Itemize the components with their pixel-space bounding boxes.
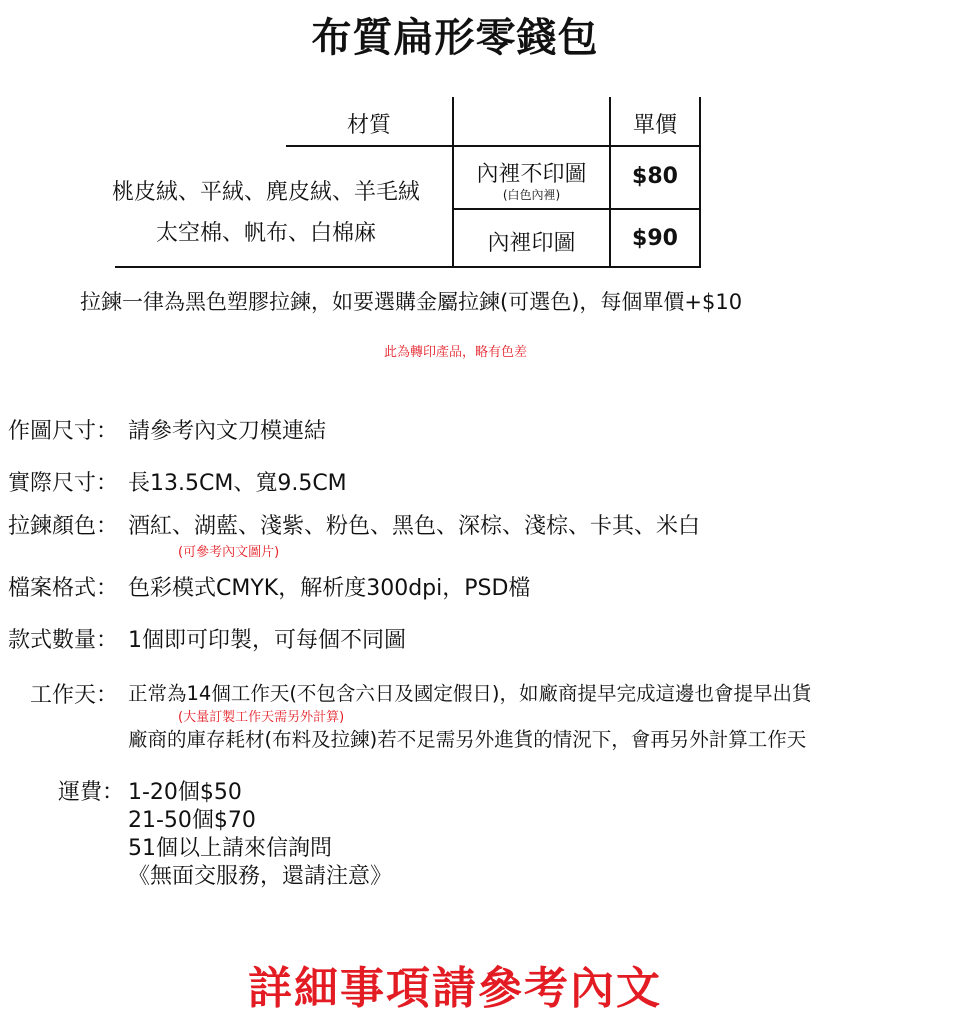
design-size-label: 作圖尺寸： xyxy=(8,419,119,444)
shipping-line-2: 21-50個$70 xyxy=(128,808,256,833)
zipper-color-label: 拉鍊顏色： xyxy=(8,514,119,539)
table-row-rule xyxy=(452,208,701,210)
option-no-print-note: (白色內裡) xyxy=(502,188,561,202)
page-title: 布質扁形零錢包 xyxy=(311,15,599,61)
shipping-line-3: 51個以上請來信詢問 xyxy=(128,836,332,861)
shipping-line-4: 《無面交服務，還請注意》 xyxy=(128,864,393,889)
footer-notice: 詳細事項請參考內文 xyxy=(248,963,662,1014)
zipper-color-note: (可參考內文圖片) xyxy=(178,545,280,560)
workdays-value-2: 廠商的庫存耗材(布料及拉鍊)若不足需另外進貨的情況下，會再另外計算工作天 xyxy=(128,728,807,751)
option-print-label: 內裡印圖 xyxy=(487,231,576,256)
color-disclaimer: 此為轉印產品，略有色差 xyxy=(384,345,528,360)
materials-line-2: 太空棉、帆布、白棉麻 xyxy=(155,221,376,246)
quantity-value: 1個即可印製，可每個不同圖 xyxy=(128,628,406,653)
file-format-value: 色彩模式CMYK，解析度300dpi，PSD檔 xyxy=(128,576,531,601)
table-header-price: 單價 xyxy=(632,113,677,138)
shipping-line-1: 1-20個$50 xyxy=(128,780,242,805)
workdays-value-1: 正常為14個工作天(不包含六日及國定假日)，如廠商提早完成這邊也會提早出貨 xyxy=(128,682,812,705)
zipper-color-value: 酒紅、湖藍、淺紫、粉色、黑色、深棕、淺棕、卡其、米白 xyxy=(128,514,701,539)
materials-line-1: 桃皮絨、平絨、麂皮絨、羊毛絨 xyxy=(111,180,420,205)
actual-size-label: 實際尺寸： xyxy=(8,471,119,496)
actual-size-value: 長13.5CM、寬9.5CM xyxy=(128,471,347,496)
file-format-label: 檔案格式： xyxy=(8,576,119,601)
shipping-label: 運費： xyxy=(58,780,125,805)
workdays-note: (大量訂製工作天需另外計算) xyxy=(178,710,345,725)
design-size-value: 請參考內文刀模連結 xyxy=(128,419,327,444)
table-bottom-rule xyxy=(115,266,701,268)
option-no-print-label: 內裡不印圖 xyxy=(476,162,587,187)
workdays-label: 工作天： xyxy=(30,683,119,708)
quantity-label: 款式數量： xyxy=(8,628,119,653)
option-print-price: $90 xyxy=(632,226,678,251)
option-no-print-price: $80 xyxy=(632,164,678,189)
table-header-material: 材質 xyxy=(346,113,391,138)
table-divider-3 xyxy=(699,97,701,268)
zipper-note: 拉鍊一律為黑色塑膠拉鍊，如要選購金屬拉鍊(可選色)，每個單價+$10 xyxy=(80,290,743,314)
table-header-rule xyxy=(286,145,701,147)
